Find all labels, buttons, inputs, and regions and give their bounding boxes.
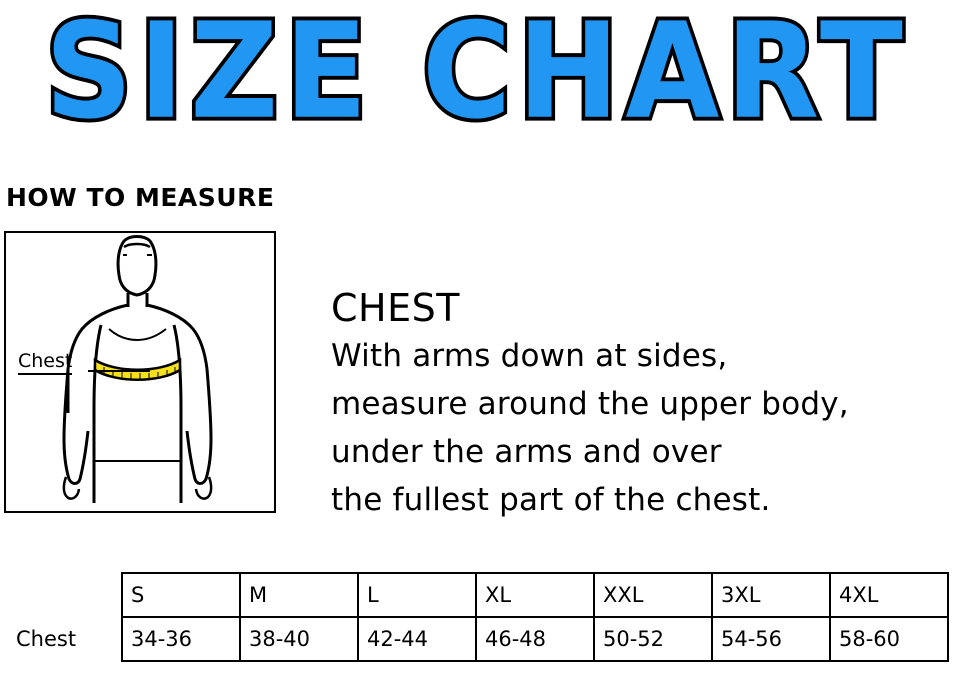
size-table (4, 572, 949, 662)
table-cell-chest-4xl: 58-60 (830, 617, 948, 661)
table-cell-chest-3xl: 54-56 (712, 617, 830, 661)
table-col-header-xl: XL (476, 573, 594, 617)
description-line-2: measure around the upper body, (331, 386, 849, 422)
table-col-header-m: M (240, 573, 358, 617)
table-cell-chest-s: 34-36 (122, 617, 240, 661)
page-title: SIZE CHART (44, 0, 910, 149)
table-cell-chest-xxl: 50-52 (594, 617, 712, 661)
chest-figure-label: Chest (18, 350, 72, 375)
table-cell-chest-xl: 46-48 (476, 617, 594, 661)
table-cell-chest-l: 42-44 (358, 617, 476, 661)
table-row (4, 617, 948, 661)
table-header-row (4, 573, 948, 617)
description-line-1: With arms down at sides, (331, 338, 728, 374)
chest-leader-line (88, 370, 150, 372)
description-heading: CHEST (331, 286, 460, 330)
table-row-label-chest: Chest (16, 627, 77, 651)
description-line-3: under the arms and over (331, 434, 722, 470)
description-line-4: the fullest part of the chest. (331, 482, 771, 518)
table-corner-cell (4, 573, 122, 617)
table-col-header-3xl: 3XL (712, 573, 830, 617)
table-col-header-4xl: 4XL (830, 573, 948, 617)
page-title-banner (0, 0, 954, 149)
description-block (331, 286, 931, 522)
section-heading: HOW TO MEASURE (6, 183, 275, 212)
table-col-header-l: L (358, 573, 476, 617)
table-cell-chest-m: 38-40 (240, 617, 358, 661)
table-col-header-s: S (122, 573, 240, 617)
table-col-header-xxl: XXL (594, 573, 712, 617)
